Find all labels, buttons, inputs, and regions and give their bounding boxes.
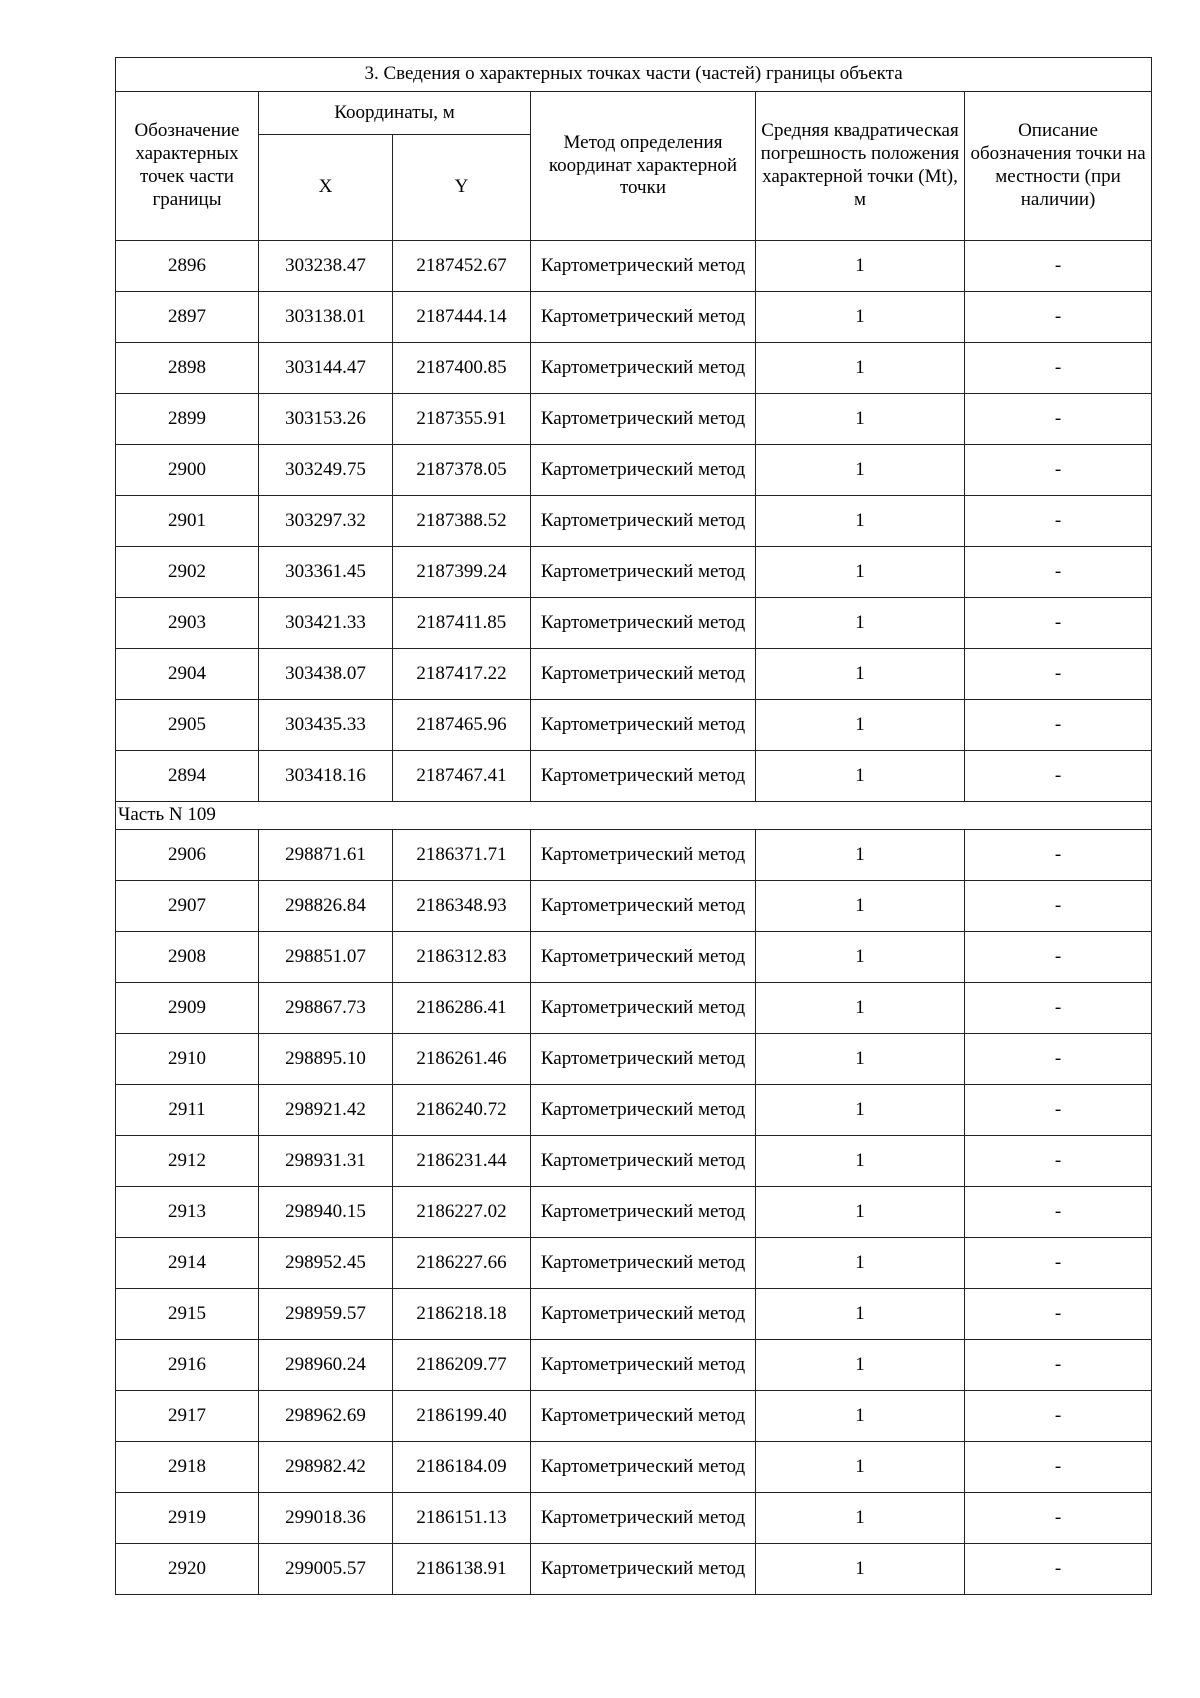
cell-description: - (965, 1544, 1152, 1595)
cell-description: - (965, 496, 1152, 547)
points-table (115, 57, 1152, 1595)
cell-point: 2897 (116, 292, 259, 343)
table-row (116, 932, 1152, 983)
cell-description: - (965, 932, 1152, 983)
table-row (116, 1442, 1152, 1493)
header-description: Описание обозначения точки на местности (при наличии) (965, 92, 1152, 241)
cell-error: 1 (756, 547, 965, 598)
cell-point: 2914 (116, 1238, 259, 1289)
table-row (116, 1391, 1152, 1442)
cell-error: 1 (756, 1442, 965, 1493)
cell-x: 298982.42 (259, 1442, 393, 1493)
cell-point: 2911 (116, 1085, 259, 1136)
cell-y: 2186227.66 (393, 1238, 531, 1289)
cell-error: 1 (756, 830, 965, 881)
cell-y: 2186151.13 (393, 1493, 531, 1544)
cell-point: 2916 (116, 1340, 259, 1391)
cell-description: - (965, 983, 1152, 1034)
cell-x: 298851.07 (259, 932, 393, 983)
cell-point: 2912 (116, 1136, 259, 1187)
table-row (116, 649, 1152, 700)
cell-error: 1 (756, 1136, 965, 1187)
cell-method: Картометрический метод (531, 1340, 756, 1391)
header-error: Средняя квадратическая погрешность положения характерной точки (Mt), м (756, 92, 965, 241)
cell-method: Картометрический метод (531, 394, 756, 445)
cell-y: 2187399.24 (393, 547, 531, 598)
cell-description: - (965, 830, 1152, 881)
table-row (116, 1544, 1152, 1595)
cell-error: 1 (756, 1034, 965, 1085)
cell-error: 1 (756, 343, 965, 394)
cell-y: 2186209.77 (393, 1340, 531, 1391)
cell-y: 2187467.41 (393, 751, 531, 802)
cell-point: 2905 (116, 700, 259, 751)
cell-x: 303361.45 (259, 547, 393, 598)
cell-method: Картометрический метод (531, 343, 756, 394)
cell-point: 2903 (116, 598, 259, 649)
cell-x: 299018.36 (259, 1493, 393, 1544)
cell-description: - (965, 1442, 1152, 1493)
cell-description: - (965, 598, 1152, 649)
cell-description: - (965, 1340, 1152, 1391)
cell-point: 2900 (116, 445, 259, 496)
cell-method: Картометрический метод (531, 1289, 756, 1340)
cell-y: 2187355.91 (393, 394, 531, 445)
cell-error: 1 (756, 292, 965, 343)
header-point: Обозначение характерных точек части границы (116, 92, 259, 241)
cell-y: 2187465.96 (393, 700, 531, 751)
cell-y: 2186218.18 (393, 1289, 531, 1340)
cell-method: Картометрический метод (531, 1238, 756, 1289)
cell-description: - (965, 751, 1152, 802)
cell-description: - (965, 547, 1152, 598)
cell-method: Картометрический метод (531, 932, 756, 983)
cell-point: 2908 (116, 932, 259, 983)
cell-y: 2187411.85 (393, 598, 531, 649)
cell-y: 2186371.71 (393, 830, 531, 881)
cell-y: 2186240.72 (393, 1085, 531, 1136)
cell-error: 1 (756, 751, 965, 802)
cell-description: - (965, 1493, 1152, 1544)
cell-error: 1 (756, 700, 965, 751)
cell-y: 2186261.46 (393, 1034, 531, 1085)
cell-y: 2187452.67 (393, 241, 531, 292)
cell-method: Картометрический метод (531, 292, 756, 343)
table-row (116, 751, 1152, 802)
cell-method: Картометрический метод (531, 751, 756, 802)
header-method: Метод определения координат характерной точки (531, 92, 756, 241)
table-row (116, 1340, 1152, 1391)
table-row (116, 1289, 1152, 1340)
cell-error: 1 (756, 881, 965, 932)
cell-x: 299005.57 (259, 1544, 393, 1595)
cell-description: - (965, 343, 1152, 394)
cell-x: 303421.33 (259, 598, 393, 649)
table-row (116, 983, 1152, 1034)
cell-description: - (965, 1391, 1152, 1442)
cell-method: Картометрический метод (531, 1085, 756, 1136)
cell-error: 1 (756, 1187, 965, 1238)
cell-method: Картометрический метод (531, 649, 756, 700)
cell-x: 303438.07 (259, 649, 393, 700)
part-label-row (116, 802, 1152, 830)
table-row (116, 394, 1152, 445)
cell-method: Картометрический метод (531, 1442, 756, 1493)
table-row (116, 496, 1152, 547)
table-row (116, 1085, 1152, 1136)
cell-x: 303249.75 (259, 445, 393, 496)
cell-x: 298960.24 (259, 1340, 393, 1391)
cell-method: Картометрический метод (531, 1136, 756, 1187)
cell-x: 298895.10 (259, 1034, 393, 1085)
cell-method: Картометрический метод (531, 1544, 756, 1595)
cell-y: 2186227.02 (393, 1187, 531, 1238)
cell-x: 303297.32 (259, 496, 393, 547)
cell-point: 2901 (116, 496, 259, 547)
cell-x: 303435.33 (259, 700, 393, 751)
cell-point: 2898 (116, 343, 259, 394)
cell-description: - (965, 1187, 1152, 1238)
cell-point: 2910 (116, 1034, 259, 1085)
table-title: 3. Сведения о характерных точках части (частей) границы объекта (116, 58, 1152, 92)
cell-point: 2909 (116, 983, 259, 1034)
cell-x: 298921.42 (259, 1085, 393, 1136)
cell-error: 1 (756, 932, 965, 983)
cell-point: 2915 (116, 1289, 259, 1340)
cell-description: - (965, 292, 1152, 343)
cell-method: Картометрический метод (531, 496, 756, 547)
cell-error: 1 (756, 983, 965, 1034)
cell-point: 2919 (116, 1493, 259, 1544)
cell-point: 2902 (116, 547, 259, 598)
cell-y: 2187417.22 (393, 649, 531, 700)
table-row (116, 445, 1152, 496)
cell-y: 2186312.83 (393, 932, 531, 983)
table-row (116, 1034, 1152, 1085)
cell-x: 303238.47 (259, 241, 393, 292)
table-row (116, 1238, 1152, 1289)
cell-error: 1 (756, 1085, 965, 1136)
cell-point: 2920 (116, 1544, 259, 1595)
cell-method: Картометрический метод (531, 1187, 756, 1238)
cell-description: - (965, 1136, 1152, 1187)
cell-error: 1 (756, 1493, 965, 1544)
table-row (116, 1187, 1152, 1238)
cell-point: 2917 (116, 1391, 259, 1442)
cell-y: 2187444.14 (393, 292, 531, 343)
cell-x: 303418.16 (259, 751, 393, 802)
cell-point: 2904 (116, 649, 259, 700)
cell-x: 298940.15 (259, 1187, 393, 1238)
cell-y: 2187388.52 (393, 496, 531, 547)
cell-x: 298931.31 (259, 1136, 393, 1187)
table-row (116, 241, 1152, 292)
cell-x: 303138.01 (259, 292, 393, 343)
table-row (116, 700, 1152, 751)
cell-x: 298959.57 (259, 1289, 393, 1340)
cell-y: 2187400.85 (393, 343, 531, 394)
cell-error: 1 (756, 1289, 965, 1340)
cell-y: 2186199.40 (393, 1391, 531, 1442)
cell-description: - (965, 1238, 1152, 1289)
cell-description: - (965, 649, 1152, 700)
cell-error: 1 (756, 1238, 965, 1289)
cell-description: - (965, 445, 1152, 496)
cell-method: Картометрический метод (531, 598, 756, 649)
cell-description: - (965, 241, 1152, 292)
table-row (116, 292, 1152, 343)
cell-y: 2186231.44 (393, 1136, 531, 1187)
cell-point: 2896 (116, 241, 259, 292)
cell-method: Картометрический метод (531, 830, 756, 881)
cell-x: 298826.84 (259, 881, 393, 932)
cell-method: Картометрический метод (531, 881, 756, 932)
cell-y: 2186138.91 (393, 1544, 531, 1595)
cell-y: 2186348.93 (393, 881, 531, 932)
cell-y: 2186184.09 (393, 1442, 531, 1493)
table-body (116, 241, 1152, 1595)
cell-method: Картометрический метод (531, 983, 756, 1034)
cell-description: - (965, 1289, 1152, 1340)
cell-point: 2918 (116, 1442, 259, 1493)
header-coords: Координаты, м (259, 92, 531, 135)
cell-x: 298871.61 (259, 830, 393, 881)
cell-error: 1 (756, 1544, 965, 1595)
cell-description: - (965, 1034, 1152, 1085)
table-row (116, 598, 1152, 649)
part-label: Часть N 109 (116, 802, 1152, 830)
cell-point: 2906 (116, 830, 259, 881)
cell-method: Картометрический метод (531, 1391, 756, 1442)
cell-method: Картометрический метод (531, 547, 756, 598)
table-row (116, 343, 1152, 394)
cell-method: Картометрический метод (531, 241, 756, 292)
cell-method: Картометрический метод (531, 700, 756, 751)
cell-description: - (965, 881, 1152, 932)
table-row (116, 881, 1152, 932)
table-row (116, 547, 1152, 598)
cell-point: 2894 (116, 751, 259, 802)
cell-point: 2907 (116, 881, 259, 932)
cell-error: 1 (756, 598, 965, 649)
cell-method: Картометрический метод (531, 445, 756, 496)
cell-x: 298962.69 (259, 1391, 393, 1442)
table-row (116, 1136, 1152, 1187)
cell-x: 303144.47 (259, 343, 393, 394)
table-row (116, 1493, 1152, 1544)
table-row (116, 830, 1152, 881)
cell-error: 1 (756, 496, 965, 547)
cell-point: 2899 (116, 394, 259, 445)
cell-y: 2186286.41 (393, 983, 531, 1034)
header-x: X (259, 135, 393, 241)
cell-method: Картометрический метод (531, 1493, 756, 1544)
cell-description: - (965, 1085, 1152, 1136)
cell-description: - (965, 700, 1152, 751)
cell-point: 2913 (116, 1187, 259, 1238)
cell-error: 1 (756, 1391, 965, 1442)
cell-error: 1 (756, 649, 965, 700)
cell-error: 1 (756, 241, 965, 292)
header-y: Y (393, 135, 531, 241)
cell-x: 298952.45 (259, 1238, 393, 1289)
cell-description: - (965, 394, 1152, 445)
cell-x: 303153.26 (259, 394, 393, 445)
cell-error: 1 (756, 394, 965, 445)
cell-method: Картометрический метод (531, 1034, 756, 1085)
cell-x: 298867.73 (259, 983, 393, 1034)
cell-y: 2187378.05 (393, 445, 531, 496)
cell-error: 1 (756, 1340, 965, 1391)
cell-error: 1 (756, 445, 965, 496)
